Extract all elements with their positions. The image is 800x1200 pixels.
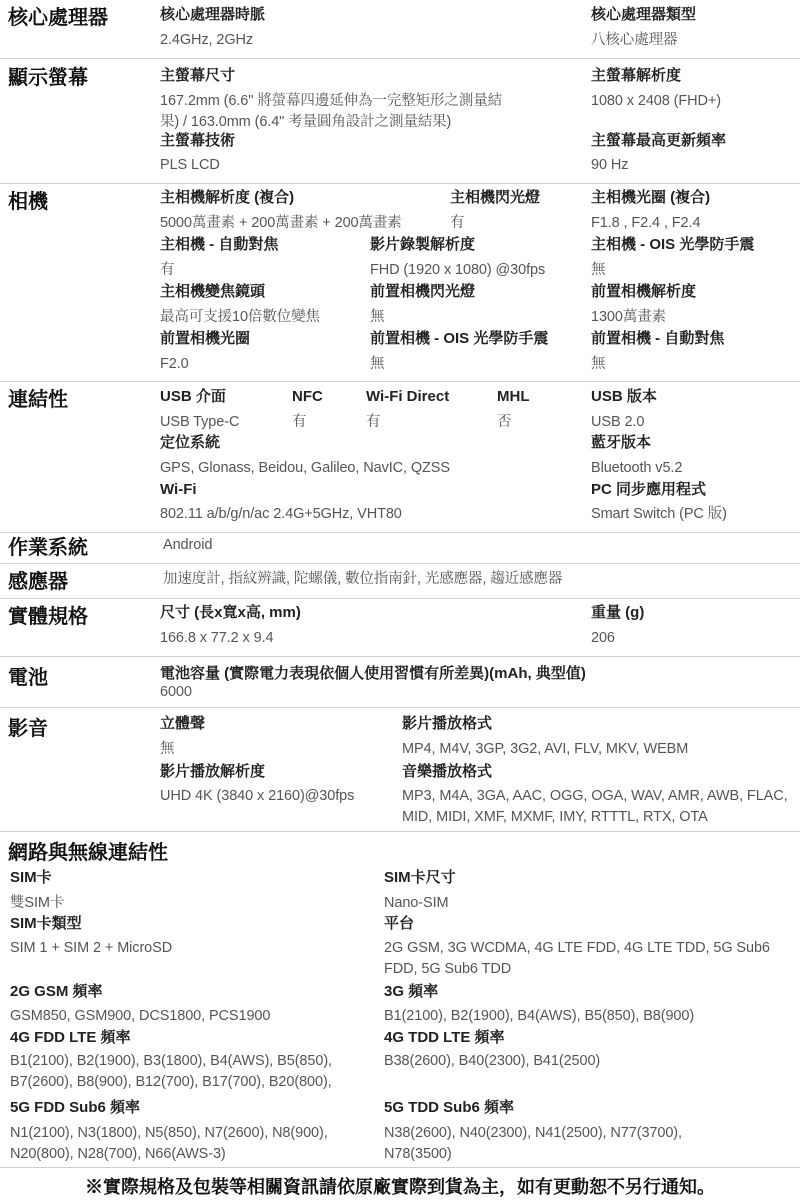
mhl-value: 否 (497, 414, 512, 430)
display-technology-value: PLS LCD (160, 157, 220, 173)
os-category-title: 作業系統 (8, 537, 88, 559)
wifi-value: 802.11 a/b/g/n/ac 2.4G+5GHz, VHT80 (160, 506, 402, 522)
location-value: GPS, Glonass, Beidou, Galileo, NavIC, QZSS (160, 460, 450, 476)
sim-type-label: SIM卡類型 (10, 915, 82, 932)
sim-size-value: Nano-SIM (384, 895, 449, 911)
display-technology-label: 主螢幕技術 (160, 132, 236, 149)
sim-label: SIM卡 (10, 869, 52, 886)
stereo-value: 無 (160, 741, 175, 757)
section-divider (0, 183, 800, 184)
front-camera-aperture-value: F2.0 (160, 356, 189, 372)
platform-label: 平台 (384, 915, 415, 932)
front-camera-flash-label: 前置相機閃光燈 (370, 283, 476, 300)
section-divider (0, 656, 800, 657)
front-camera-autofocus-label: 前置相機 - 自動對焦 (591, 330, 725, 347)
usb-version-label: USB 版本 (591, 388, 657, 405)
front-camera-resolution-value: 1300萬畫素 (591, 309, 667, 325)
front-camera-ois-value: 無 (370, 356, 385, 372)
cpu-type-value: 八核心處理器 (591, 32, 678, 48)
main-camera-flash-value: 有 (450, 215, 465, 231)
display-refresh-value: 90 Hz (591, 157, 629, 173)
nfc-label: NFC (292, 388, 323, 405)
main-camera-zoom-value: 最高可支援10倍數位變焦 (160, 309, 320, 325)
battery-capacity-label: 電池容量 (實際電力表現依個人使用習慣有所差異)(mAh, 典型值) (160, 665, 586, 682)
video-recording-value: FHD (1920 x 1080) @30fps (370, 262, 546, 278)
cpu-speed-label: 核心處理器時脈 (160, 6, 266, 23)
video-playback-resolution-value: UHD 4K (3840 x 2160)@30fps (160, 788, 355, 804)
front-camera-aperture-label: 前置相機光圈 (160, 330, 251, 347)
nr-fdd-5g-value: N1(2100), N3(1800), N5(850), N7(2600), N8(900), N20(800), N28(700), N66(AWS-3) (10, 1125, 328, 1162)
mhl-label: MHL (497, 388, 530, 405)
video-formats-value: MP4, M4V, 3GP, 3G2, AVI, FLV, MKV, WEBM (402, 741, 689, 757)
audio-formats-value: MP3, M4A, 3GA, AAC, OGG, OGA, WAV, AMR, AWB, FLAC, MID, MIDI, XMF, MXMF, IMY, RTTTL, RTX, OTA (402, 788, 788, 825)
gsm-2g-label: 2G GSM 頻率 (10, 983, 103, 1000)
display-size-label: 主螢幕尺寸 (160, 67, 236, 84)
bluetooth-label: 藍牙版本 (591, 434, 652, 451)
main-camera-aperture-value: F1.8 , F2.4 , F2.4 (591, 215, 701, 231)
front-camera-flash-value: 無 (370, 309, 385, 325)
video-formats-label: 影片播放格式 (402, 715, 493, 732)
section-divider (0, 598, 800, 599)
sensors-value: 加速度計, 指紋辨識, 陀螺儀, 數位指南針, 光感應器, 趨近感應器 (163, 571, 563, 587)
battery-capacity-value: 6000 (160, 684, 192, 700)
section-divider (0, 58, 800, 59)
main-camera-resolution-value: 5000萬畫素 + 200萬畫素 + 200萬畫素 (160, 215, 402, 231)
front-camera-resolution-label: 前置相機解析度 (591, 283, 697, 300)
front-camera-autofocus-value: 無 (591, 356, 606, 372)
front-camera-ois-label: 前置相機 - OIS 光學防手震 (370, 330, 549, 347)
display-resolution-label: 主螢幕解析度 (591, 67, 682, 84)
display-resolution-value: 1080 x 2408 (FHD+) (591, 93, 721, 109)
main-camera-autofocus-label: 主相機 - 自動對焦 (160, 236, 279, 253)
video-playback-resolution-label: 影片播放解析度 (160, 763, 266, 780)
battery-category-title: 電池 (8, 667, 48, 689)
cpu-category-title: 核心處理器 (8, 7, 108, 29)
usb-version-value: USB 2.0 (591, 414, 645, 430)
main-camera-autofocus-value: 有 (160, 262, 175, 278)
section-divider (0, 563, 800, 564)
stereo-label: 立體聲 (160, 715, 206, 732)
section-divider (0, 1167, 800, 1168)
audio-formats-label: 音樂播放格式 (402, 763, 493, 780)
footer-disclaimer: ※實際規格及包裝等相關資訊請依原廠實際到貨為主，如有更動恕不另行通知。 (85, 1177, 715, 1197)
usb-interface-value: USB Type-C (160, 414, 240, 430)
cpu-speed-value: 2.4GHz, 2GHz (160, 32, 254, 48)
nr-tdd-5g-label: 5G TDD Sub6 頻率 (384, 1099, 515, 1116)
sensors-category-title: 感應器 (8, 571, 68, 593)
display-refresh-label: 主螢幕最高更新頻率 (591, 132, 727, 149)
audio-video-category-title: 影音 (8, 718, 48, 740)
location-label: 定位系統 (160, 434, 221, 451)
connectivity-category-title: 連結性 (8, 389, 68, 411)
main-camera-flash-label: 主相機閃光燈 (450, 189, 541, 206)
lte-tdd-4g-value: B38(2600), B40(2300), B41(2500) (384, 1053, 601, 1069)
display-size-value: 167.2mm (6.6" 將螢幕四邊延伸為一完整矩形之測量結果) / 163.0mm (6.4" 考量圓角設計之測量結果) (160, 93, 503, 130)
display-category-title: 顯示螢幕 (8, 67, 88, 89)
wifi-direct-label: Wi-Fi Direct (366, 388, 450, 405)
main-camera-ois-value: 無 (591, 262, 606, 278)
pc-sync-label: PC 同步應用程式 (591, 481, 707, 498)
camera-category-title: 相機 (8, 191, 48, 213)
os-value: Android (163, 537, 213, 553)
sim-value: 雙SIM卡 (10, 895, 65, 911)
section-divider (0, 381, 800, 382)
main-camera-aperture-label: 主相機光圈 (複合) (591, 189, 711, 206)
usb-interface-label: USB 介面 (160, 388, 226, 405)
network-heading: 網路與無線連結性 (8, 842, 168, 864)
cpu-type-label: 核心處理器類型 (591, 6, 697, 23)
wifi-direct-value: 有 (366, 414, 381, 430)
section-divider (0, 831, 800, 832)
sim-size-label: SIM卡尺寸 (384, 869, 456, 886)
lte-tdd-4g-label: 4G TDD LTE 頻率 (384, 1029, 505, 1046)
wifi-label: Wi-Fi (160, 481, 197, 498)
dimensions-label: 尺寸 (長x寬x高, mm) (160, 604, 301, 621)
pc-sync-value: Smart Switch (PC 版) (591, 506, 727, 522)
sim-type-value: SIM 1 + SIM 2 + MicroSD (10, 940, 173, 956)
video-recording-label: 影片錄製解析度 (370, 236, 476, 253)
main-camera-zoom-label: 主相機變焦鏡頭 (160, 283, 266, 300)
band-3g-label: 3G 頻率 (384, 983, 439, 1000)
physical-category-title: 實體規格 (8, 606, 88, 628)
nr-tdd-5g-value: N38(2600), N40(2300), N41(2500), N77(3700), N78(3500) (384, 1125, 682, 1162)
nfc-value: 有 (292, 414, 307, 430)
weight-value: 206 (591, 630, 615, 646)
band-3g-value: B1(2100), B2(1900), B4(AWS), B5(850), B8(900) (384, 1008, 695, 1024)
bluetooth-value: Bluetooth v5.2 (591, 460, 683, 476)
main-camera-resolution-label: 主相機解析度 (複合) (160, 189, 295, 206)
main-camera-ois-label: 主相機 - OIS 光學防手震 (591, 236, 755, 253)
lte-fdd-4g-value: B1(2100), B2(1900), B3(1800), B4(AWS), B5(850), B7(2600), B8(900), B12(700), B17(700), B20(800), (10, 1053, 332, 1090)
section-divider (0, 707, 800, 708)
weight-label: 重量 (g) (591, 604, 645, 621)
section-divider (0, 532, 800, 533)
nr-fdd-5g-label: 5G FDD Sub6 頻率 (10, 1099, 141, 1116)
lte-fdd-4g-label: 4G FDD LTE 頻率 (10, 1029, 131, 1046)
gsm-2g-value: GSM850, GSM900, DCS1800, PCS1900 (10, 1008, 271, 1024)
dimensions-value: 166.8 x 77.2 x 9.4 (160, 630, 274, 646)
platform-value: 2G GSM, 3G WCDMA, 4G LTE FDD, 4G LTE TDD, 5G Sub6 FDD, 5G Sub6 TDD (384, 940, 770, 977)
